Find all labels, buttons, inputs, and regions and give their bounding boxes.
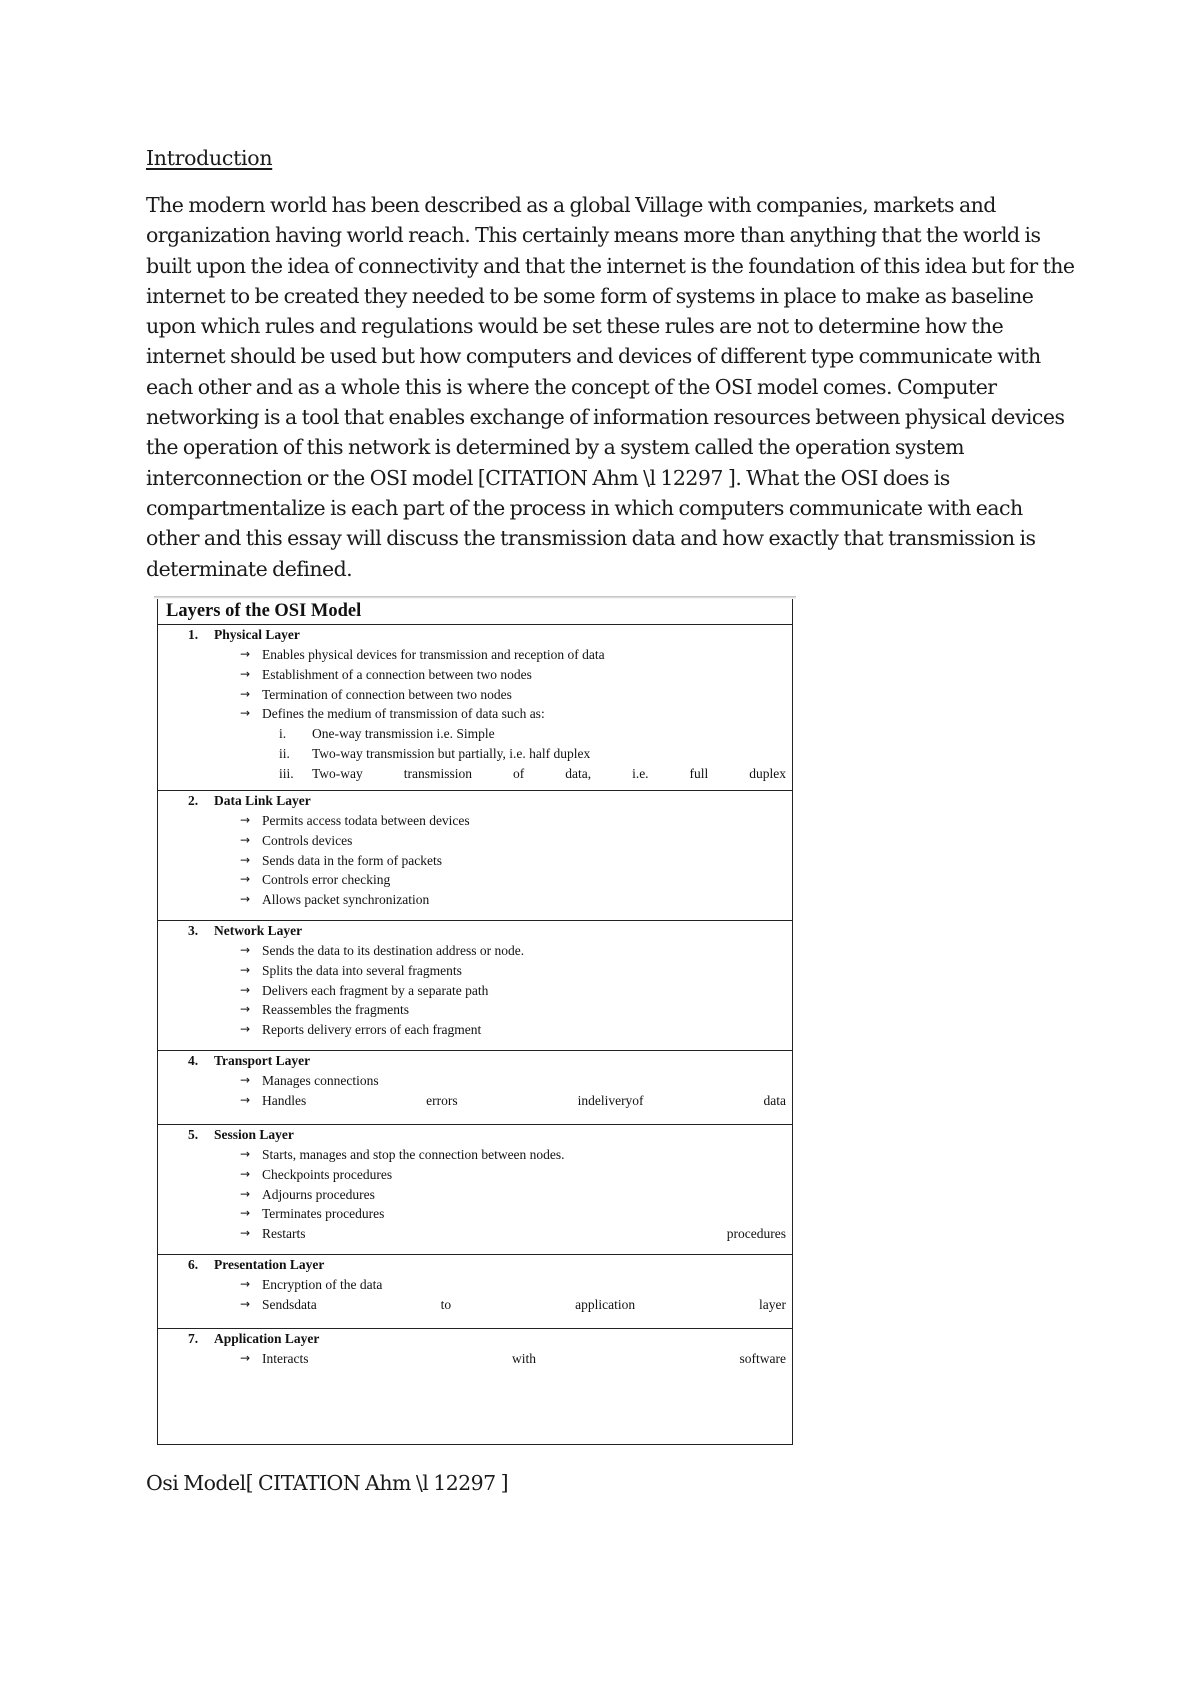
layer-heading <box>158 792 792 811</box>
arrow-right-icon: → <box>240 1022 251 1037</box>
layer-heading <box>158 626 792 645</box>
layer-box <box>158 1051 792 1125</box>
arrow-right-icon: → <box>240 962 251 977</box>
bullet-item <box>158 1275 792 1295</box>
layer-heading <box>158 1330 792 1349</box>
bullet-text <box>262 1224 786 1243</box>
bullet-item <box>158 665 792 685</box>
bullet-text: Establishment of a connection between two nodes <box>262 666 532 682</box>
layer-box <box>158 921 792 1051</box>
bullet-word: to <box>440 1296 452 1312</box>
bullet-word: software <box>739 1351 786 1366</box>
sub-item <box>158 764 792 784</box>
bullet-item <box>158 1091 792 1111</box>
layer-name: Network Layer <box>214 923 303 938</box>
layer-number: 3. <box>188 923 199 938</box>
bullet-item <box>158 704 792 724</box>
bullet-word: with <box>511 1351 536 1366</box>
layer-number: 1. <box>188 627 199 642</box>
layer-number: 2. <box>188 793 199 808</box>
roman-numeral: iii. <box>279 765 294 781</box>
bullet-word: layer <box>759 1296 786 1312</box>
bullet-text: Checkpoints procedures <box>262 1166 393 1182</box>
bullet-text: Enables physical devices for transmission and reception of data <box>262 647 605 662</box>
bullet-item <box>158 890 792 910</box>
arrow-right-icon: → <box>240 1351 251 1365</box>
layer-heading <box>158 1256 792 1275</box>
bullet-item <box>158 1000 792 1020</box>
bullet-word: Sendsdata <box>262 1296 317 1312</box>
arrow-right-icon: → <box>240 1002 251 1017</box>
arrow-right-icon: → <box>240 1277 251 1291</box>
layer-heading <box>158 922 792 941</box>
bullet-item <box>158 1020 792 1040</box>
bullet-item <box>158 1295 792 1315</box>
layer-box <box>158 791 792 921</box>
layer-box <box>158 1255 792 1329</box>
sub-item <box>158 724 792 744</box>
bullet-text: Encryption of the data <box>262 1277 383 1292</box>
bullet-text: Reassembles the fragments <box>262 1002 409 1018</box>
arrow-right-icon: → <box>240 943 251 957</box>
bullet-item <box>158 1145 792 1165</box>
arrow-right-icon: → <box>240 1296 251 1311</box>
bullet-item <box>158 981 792 1001</box>
arrow-right-icon: → <box>240 982 251 997</box>
arrow-right-icon: → <box>240 1166 251 1181</box>
arrow-right-icon: → <box>240 1147 251 1161</box>
layer-number: 4. <box>188 1053 199 1068</box>
bullet-item <box>158 851 792 871</box>
bullet-word: indeliveryof <box>577 1092 644 1108</box>
bullet-text: Controls error checking <box>262 872 391 888</box>
layer-number: 6. <box>188 1257 199 1272</box>
bullet-text: Controls devices <box>262 832 353 848</box>
sub-item <box>158 744 792 764</box>
bullet-text: Reports delivery errors of each fragment <box>262 1022 482 1038</box>
bullet-item <box>158 1165 792 1185</box>
bullet-text <box>262 1349 786 1368</box>
bullet-text: Splits the data into several fragments <box>262 962 462 978</box>
layer-name: Data Link Layer <box>214 793 311 808</box>
figure-title: Layers of the OSI Model <box>158 599 792 625</box>
layer-name: Physical Layer <box>214 627 300 642</box>
arrow-right-icon: → <box>240 872 251 887</box>
sub-item-word: full <box>689 765 709 781</box>
bullet-text: Terminates procedures <box>262 1206 385 1222</box>
arrow-right-icon: → <box>240 666 251 681</box>
bullet-text: Starts, manages and stop the connection between nodes. <box>262 1147 565 1162</box>
layer-name: Transport Layer <box>214 1053 311 1068</box>
layer-heading <box>158 1052 792 1071</box>
bullet-item <box>158 1185 792 1205</box>
bullet-item <box>158 1071 792 1091</box>
sub-item-word: of <box>513 765 525 781</box>
roman-numeral: ii. <box>279 745 290 761</box>
bullet-word: application <box>575 1296 636 1312</box>
bullet-item <box>158 811 792 831</box>
bullet-text: Adjourns procedures <box>262 1186 375 1202</box>
roman-numeral: i. <box>279 726 287 742</box>
bullet-word: data <box>763 1092 786 1108</box>
bullet-item <box>158 645 792 665</box>
arrow-right-icon: → <box>240 647 251 661</box>
layer-box <box>158 625 792 791</box>
bullet-item <box>158 961 792 981</box>
bullet-item <box>158 1224 792 1244</box>
bullet-text: Sends the data to its destination address or node. <box>262 943 525 958</box>
figure-caption: Osi Model[ CITATION Ahm \l 12297 ] <box>146 1471 509 1495</box>
layers-list <box>158 625 792 1397</box>
arrow-right-icon: → <box>240 832 251 847</box>
bullet-item <box>158 831 792 851</box>
bullet-item <box>158 685 792 705</box>
bullet-text: Delivers each fragment by a separate path <box>262 982 489 998</box>
bullet-word: procedures <box>726 1226 786 1242</box>
bullet-text <box>262 1091 786 1110</box>
bullet-item <box>158 870 792 890</box>
sub-item-text <box>312 764 786 783</box>
sub-item-word: transmission <box>403 765 473 781</box>
arrow-right-icon: → <box>240 1073 251 1087</box>
bullet-item <box>158 1204 792 1224</box>
arrow-right-icon: → <box>240 686 251 701</box>
bullet-word: errors <box>426 1092 458 1108</box>
arrow-right-icon: → <box>240 1186 251 1201</box>
layer-box <box>158 1125 792 1255</box>
bullet-text: Termination of connection between two nodes <box>262 686 512 702</box>
bullet-word: Restarts <box>262 1226 306 1242</box>
bullet-word: Interacts <box>262 1351 309 1366</box>
osi-model-figure <box>157 598 793 1445</box>
layer-name: Application Layer <box>214 1331 320 1346</box>
section-heading: Introduction <box>146 146 273 170</box>
layer-name: Session Layer <box>214 1127 294 1142</box>
arrow-right-icon: → <box>240 892 251 907</box>
layer-box <box>158 1329 792 1397</box>
bullet-word: Handles <box>262 1092 307 1108</box>
layer-number: 7. <box>188 1331 199 1346</box>
layer-number: 5. <box>188 1127 199 1142</box>
arrow-right-icon: → <box>240 1092 251 1107</box>
arrow-right-icon: → <box>240 706 251 721</box>
bullet-text: Permits access todata between devices <box>262 813 470 828</box>
layer-name: Presentation Layer <box>214 1257 325 1272</box>
arrow-right-icon: → <box>240 813 251 827</box>
sub-item-word: Two-way <box>312 765 363 781</box>
sub-item-word: data, <box>565 765 592 781</box>
layer-heading <box>158 1126 792 1145</box>
bullet-item <box>158 1349 792 1369</box>
sub-item-text: One-way transmission i.e. Simple <box>312 726 495 742</box>
sub-item-word: duplex <box>749 765 786 781</box>
bullet-text <box>262 1295 786 1314</box>
bullet-text: Sends data in the form of packets <box>262 852 442 868</box>
bullet-item <box>158 941 792 961</box>
arrow-right-icon: → <box>240 1206 251 1221</box>
sub-item-text: Two-way transmission but partially, i.e. half duplex <box>312 745 591 761</box>
intro-paragraph: The modern world has been described as a global Village with companies, markets and organization having world reach. This certainly means more than anything that the world is built upon the idea of connectivity and that the internet is the foundation of this idea but for the internet to be created they needed to be some form of systems in place to make as baseline upon which rules and regulations would be set these rules are not to determine how the internet should be used but how computers and devices of different type communicate with each other and as a whole this is where the concept of the OSI model comes. Computer networking is a tool that enables exchange of information resources between physical devices the operation of this network is determined by a system called the operation system interconnection or the OSI model [CITATION Ahm \l 12297 ]. What the OSI does is compartmentalize is each part of the process in which computers communicate with each other and this essay will discuss the transmission data and how exactly that transmission is determinate defined. <box>146 193 1075 581</box>
sub-item-word: i.e. <box>632 765 649 781</box>
bullet-text: Defines the medium of transmission of data such as: <box>262 706 545 722</box>
bullet-text: Allows packet synchronization <box>262 892 430 908</box>
bullet-text: Manages connections <box>262 1073 379 1088</box>
arrow-right-icon: → <box>240 1226 251 1241</box>
arrow-right-icon: → <box>240 852 251 867</box>
